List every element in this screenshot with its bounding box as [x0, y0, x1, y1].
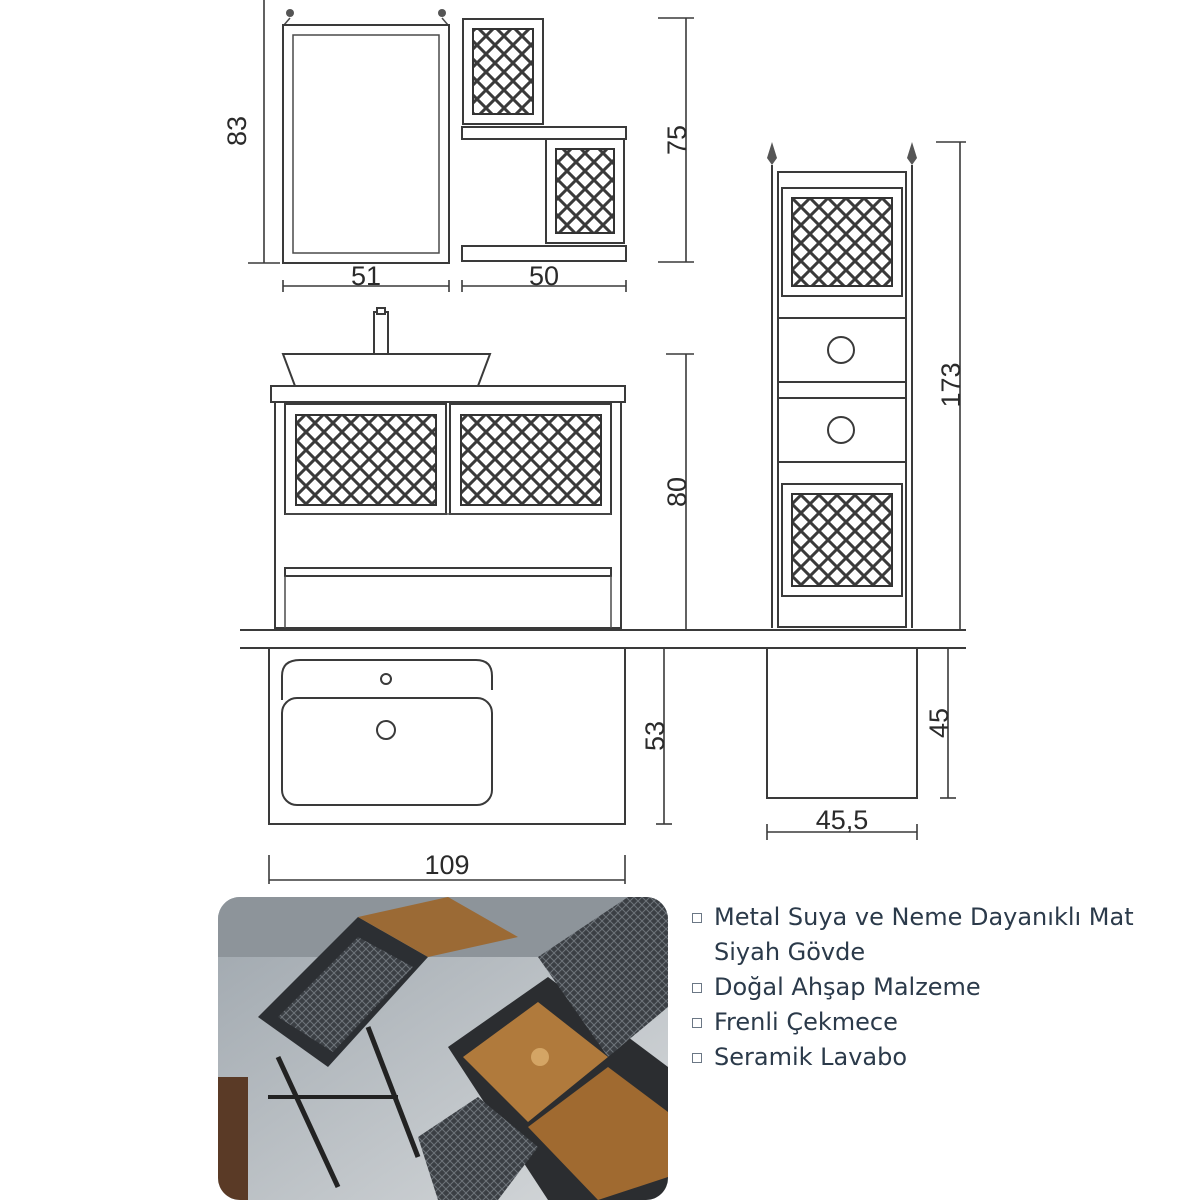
feature-item — [690, 970, 1190, 1005]
tall-depth-label: 45 — [924, 707, 954, 739]
feature-list — [690, 900, 1190, 1075]
wall-shelf-elevation — [462, 19, 626, 261]
cabinet-height-label: 80 — [662, 476, 692, 508]
feature-item — [690, 1005, 1190, 1040]
feature-item — [690, 900, 1190, 970]
tall-cabinet-elevation — [767, 142, 917, 628]
bullet-icon — [692, 1018, 702, 1028]
tall-cabinet-height-label: 173 — [936, 362, 966, 408]
top-depth-label: 53 — [640, 720, 670, 752]
vanity-elevation — [271, 308, 625, 628]
vanity-plan-view — [269, 648, 625, 824]
shelf-width-label: 50 — [528, 261, 560, 291]
mirror-width-label: 51 — [350, 261, 382, 291]
bullet-icon — [692, 913, 702, 923]
feature-text: Metal Suya ve Neme Dayanıklı Mat Siyah Gövde — [714, 903, 1134, 966]
feature-text: Doğal Ahşap Malzeme — [714, 973, 981, 1001]
product-photo-illustration — [218, 897, 668, 1200]
bullet-icon — [692, 1053, 702, 1063]
total-width-label: 109 — [424, 850, 470, 880]
product-photo — [218, 897, 668, 1200]
bullet-icon — [692, 983, 702, 993]
tall-width-label: 45,5 — [815, 805, 869, 835]
mirror-height-label: 83 — [222, 115, 252, 147]
feature-item — [690, 1040, 1190, 1075]
tall-cabinet-plan-view — [767, 648, 917, 798]
mirror-elevation — [283, 9, 449, 263]
shelf-height-label: 75 — [662, 124, 692, 156]
feature-text: Frenli Çekmece — [714, 1008, 898, 1036]
feature-text: Seramik Lavabo — [714, 1043, 908, 1071]
